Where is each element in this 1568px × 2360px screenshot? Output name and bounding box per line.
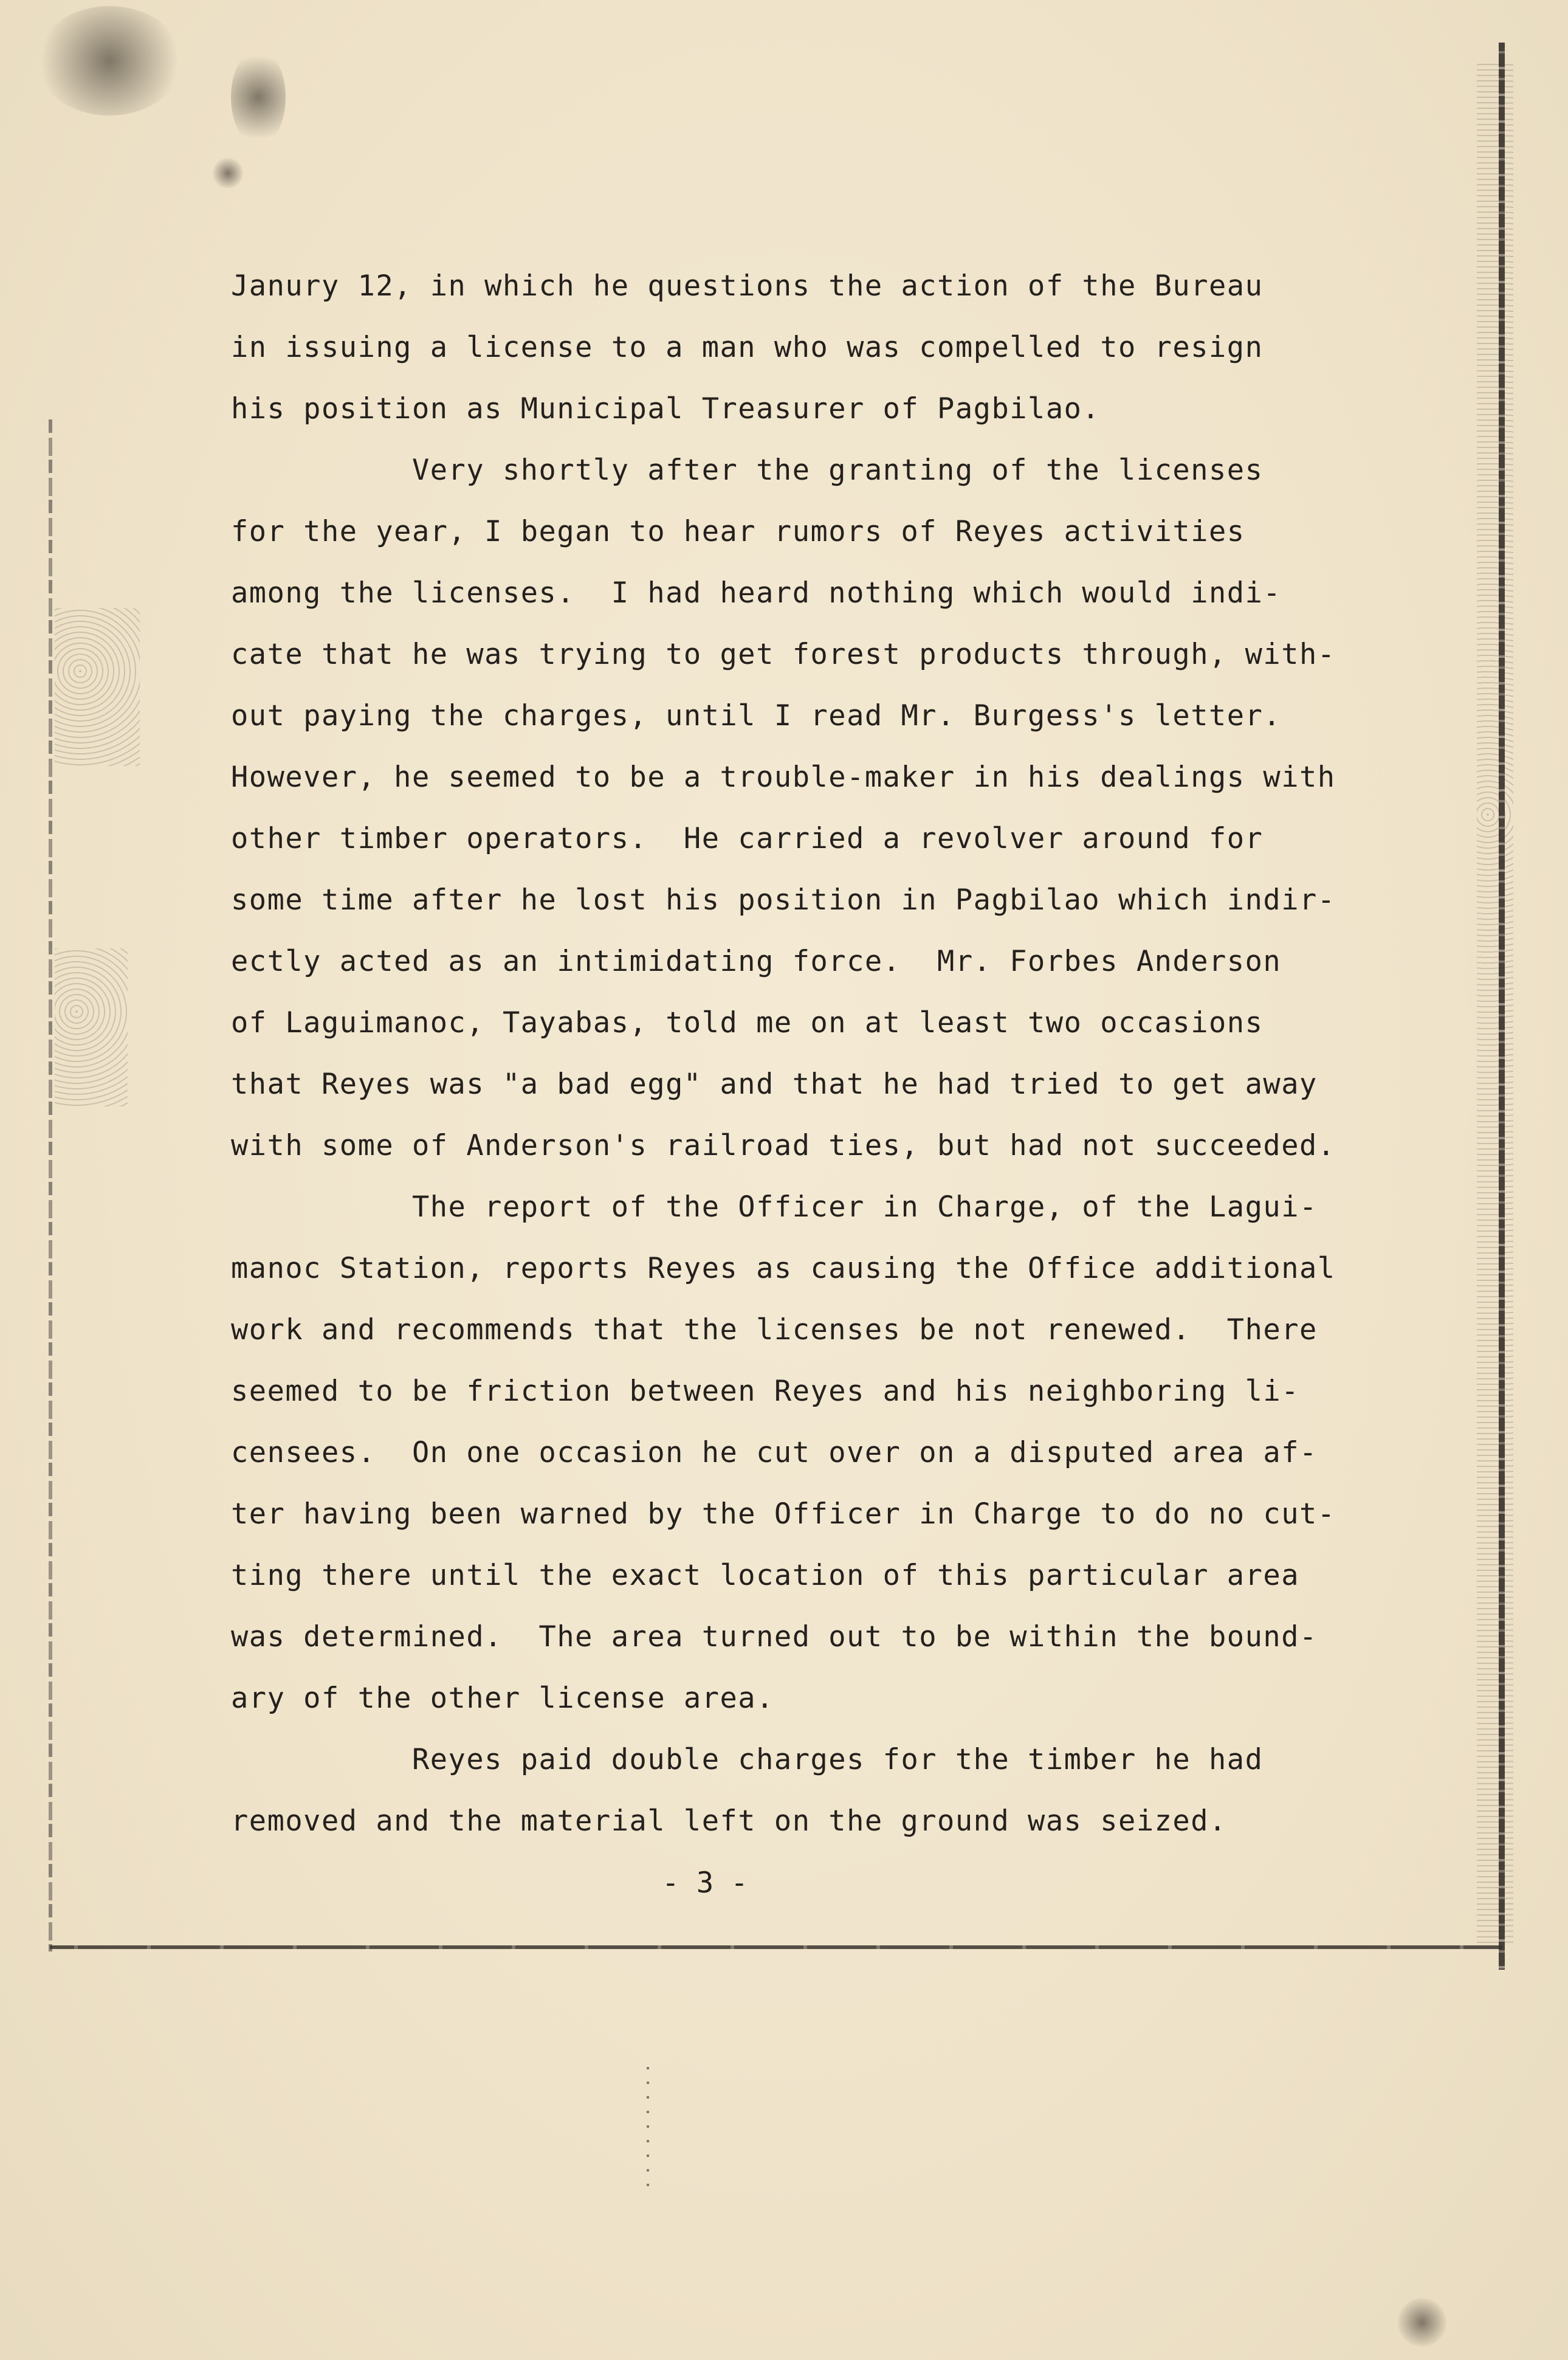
document-body bbox=[231, 255, 1374, 1852]
text-line: removed and the material left on the ground was seized. bbox=[231, 1804, 1227, 1838]
page-number: - 3 - bbox=[662, 1866, 748, 1900]
text-line: censees. On one occasion he cut over on a disputed area af- bbox=[231, 1436, 1318, 1469]
text-line: was determined. The area turned out to be within the bound- bbox=[231, 1620, 1318, 1654]
text-line: manoc Station, reports Reyes as causing the Office additional bbox=[231, 1252, 1336, 1285]
text-line: in issuing a license to a man who was compelled to resign bbox=[231, 331, 1264, 364]
text-line: with some of Anderson's railroad ties, but had not succeeded. bbox=[231, 1129, 1336, 1162]
text-line: work and recommends that the licenses be not renewed. There bbox=[231, 1313, 1318, 1347]
ink-smudge bbox=[231, 49, 286, 146]
text-line: ter having been warned by the Officer in Charge to do no cut- bbox=[231, 1497, 1336, 1531]
text-line: that Reyes was "a bad egg" and that he had tried to get away bbox=[231, 1068, 1318, 1101]
margin-speckle bbox=[55, 948, 128, 1106]
text-line: out paying the charges, until I read Mr. Burgess's letter. bbox=[231, 699, 1282, 733]
text-line: Janury 12, in which he questions the action of the Bureau bbox=[231, 269, 1264, 303]
text-line: cate that he was trying to get forest products through, with- bbox=[231, 638, 1336, 671]
margin-speckle bbox=[1477, 61, 1513, 1945]
margin-speckle bbox=[55, 608, 140, 766]
ink-smudge bbox=[1398, 2298, 1446, 2347]
text-line: ectly acted as an intimidating force. Mr. Forbes Anderson bbox=[231, 945, 1282, 978]
page-border-bottom bbox=[50, 1945, 1502, 1949]
text-line: However, he seemed to be a trouble-maker in his dealings with bbox=[231, 761, 1336, 794]
text-line: Very shortly after the granting of the licenses bbox=[231, 454, 1264, 487]
text-line: seemed to be friction between Reyes and his neighboring li- bbox=[231, 1375, 1299, 1408]
ink-smudge bbox=[213, 158, 243, 188]
text-line: some time after he lost his position in Pagbilao which indir- bbox=[231, 883, 1336, 917]
text-line: The report of the Officer in Charge, of the Lagui- bbox=[231, 1190, 1318, 1224]
page-border-left bbox=[49, 419, 52, 1951]
text-line: Reyes paid double charges for the timber he had bbox=[231, 1743, 1264, 1776]
binding-dots bbox=[647, 2067, 649, 2189]
text-line: other timber operators. He carried a revolver around for bbox=[231, 822, 1264, 855]
text-line: ting there until the exact location of this particular area bbox=[231, 1559, 1299, 1592]
text-line: among the licenses. I had heard nothing which would indi- bbox=[231, 576, 1282, 610]
ink-smudge bbox=[36, 6, 182, 116]
text-line: of Laguimanoc, Tayabas, told me on at least two occasions bbox=[231, 1006, 1264, 1040]
text-line: ary of the other license area. bbox=[231, 1682, 774, 1715]
text-line: his position as Municipal Treasurer of Pagbilao. bbox=[231, 392, 1101, 426]
text-line: for the year, I began to hear rumors of Reyes activities bbox=[231, 515, 1245, 548]
